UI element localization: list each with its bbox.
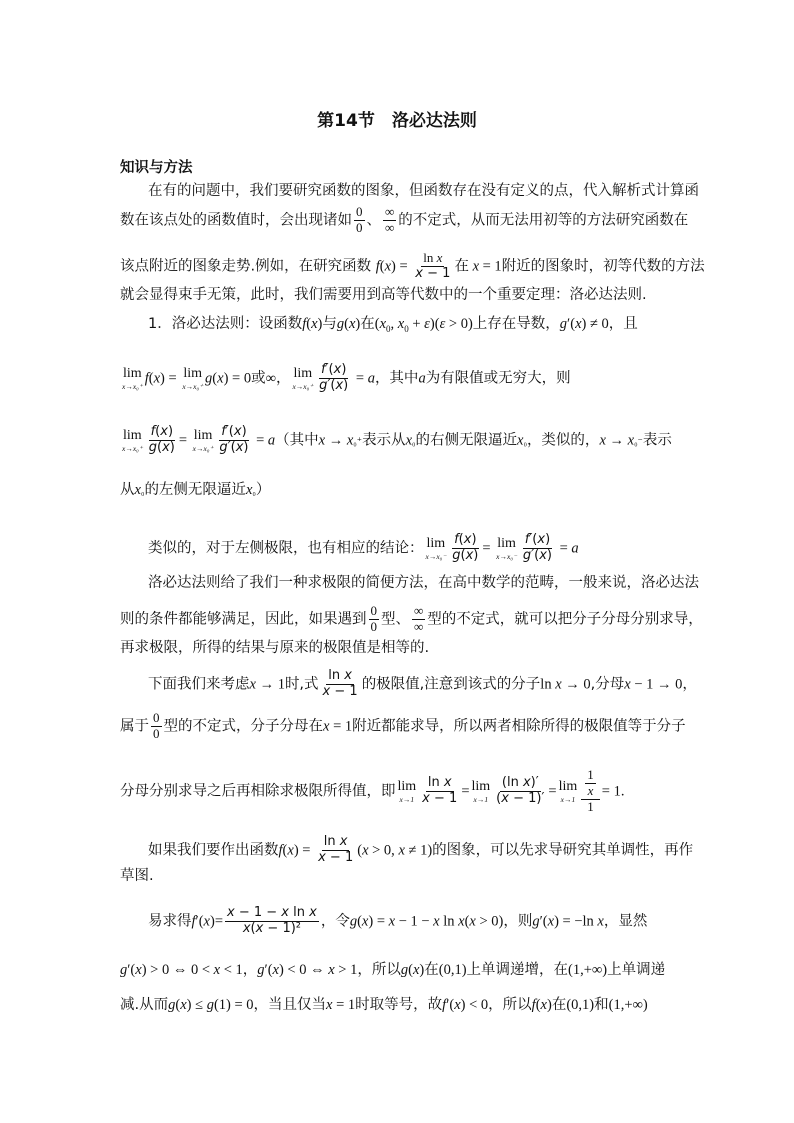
paragraph-line: 在有的问题中，我们要研究函数的图象，但函数存在没有定义的点，代入解析式计算函 [148,183,699,199]
paragraph-line: 就会显得束手无策，此时，我们需要用到高等代数中的一个重要定理：洛必达法则. [120,287,647,303]
paragraph-line: lim x→x₀⁺ $\frac{f(x)}{g(x)}$ = lim x→x₀⁺ $\frac{f'(x)}{g'(x)}$ = a（其中x → x₀⁺表示从x₀的右侧无限逼近x₀，类似的，x → x₀⁻表示 [122,424,672,455]
paragraph-line: 从x₀的左侧无限逼近x₀） [120,482,271,498]
paragraph-line: 数在该点处的函数值时，会出现诸如 $\frac{0}{0}$ 、 $\frac{\infty}{\infty}$ 的不定式，从而无法用初等的方法研究函数在 [120,204,689,235]
paragraph-line: 属于 $\frac{0}{0}$ 型的不定式，分子分母在x = 1附近都能求导，所以两者相除所得的极限值等于分子 [120,710,686,741]
page-title: 第14节 洛必达法则 [317,111,477,131]
paragraph-line: lim x→x₀⁺ f(x) = lim x→x₀⁺ g(x) = 0或∞， lim x→x₀⁺ $\frac{f'(x)}{g'(x)}$ = a，其中a为有限值或无穷大，则 [122,362,571,393]
paragraph-line: 则的条件都能够满足，因此，如果遇到 $\frac{0}{0}$ 型、 $\frac{\infty}{\infty}$ 型的不定式，就可以把分子分母分别求导， [120,603,703,634]
paragraph-line: 类似的，对于左侧极限，也有相应的结论： lim x→x₀⁻ $\frac{f(x)}{g(x)}$ = lim x→x₀⁻ $\frac{f'(x)}{g'(x)}$ = a [148,532,579,563]
paragraph-line: 洛必达法则给了我们一种求极限的简便方法，在高中数学的范畴，一般来说，洛必达法 [148,575,699,591]
paragraph-line: 下面我们来考虑x → 1时,式 $\frac{\text{ln x}}{x - 1}$ 的极限值,注意到该式的分子ln x → 0,分母x − 1 → 0， [148,668,697,699]
paragraph-line: 分母分别求导之后再相除求极限所得值，即 lim x→1 $\frac{\text{ln x}}{x - 1}$ = lim x→1 $\frac{\text{(ln x)′}}{(x - 1)'}$ = lim x→1 $\frac{\frac{1}{x}}{1}$ = 1. [120,767,625,814]
paragraph-line: 1．洛必达法则：设函数f(x)与g(x)在($x_0$, $x_0 + \varepsilon)(\varepsilon > 0)$上存在导数，g′(x) ≠ 0，且 [148,316,638,334]
paragraph-line: g′(x) > 0 ⇔ 0 < x < 1，g′(x) < 0 ⇔ x > 1，所以g(x)在(0,1)上单调递增，在(1,+∞)上单调递 [120,962,666,978]
paragraph-line: 草图. [120,868,154,884]
paragraph-line: 该点附近的图象走势.例如，在研究函数 f(x) = $\frac{\text{ln x}}{x - 1}$ 在 x = 1附近的图象时，初等代数的方法 [120,250,705,281]
paragraph-line: 减.从而g(x) ≤ g(1) = 0，当且仅当x = 1时取等号，故f′(x) < 0，所以f(x)在(0,1)和(1,+∞) [120,997,648,1013]
paragraph-line: 易求得f′(x)= $\frac{\text{x − 1 − x ln x}}{\text{x(x − 1)²}}$ ，令g(x) = x − 1 − x ln x(x > 0)，则g′(x) = −ln x，显然 [148,905,648,936]
paragraph-line: 再求极限，所得的结果与原来的极限值是相等的. [120,640,430,656]
paragraph-line: 如果我们要作出函数f(x) = $\frac{\text{ln x}}{x - 1}$ (x > 0, x ≠ 1)的图象，可以先求导研究其单调性，再作 [148,834,694,865]
section-heading: 知识与方法 [120,160,193,176]
